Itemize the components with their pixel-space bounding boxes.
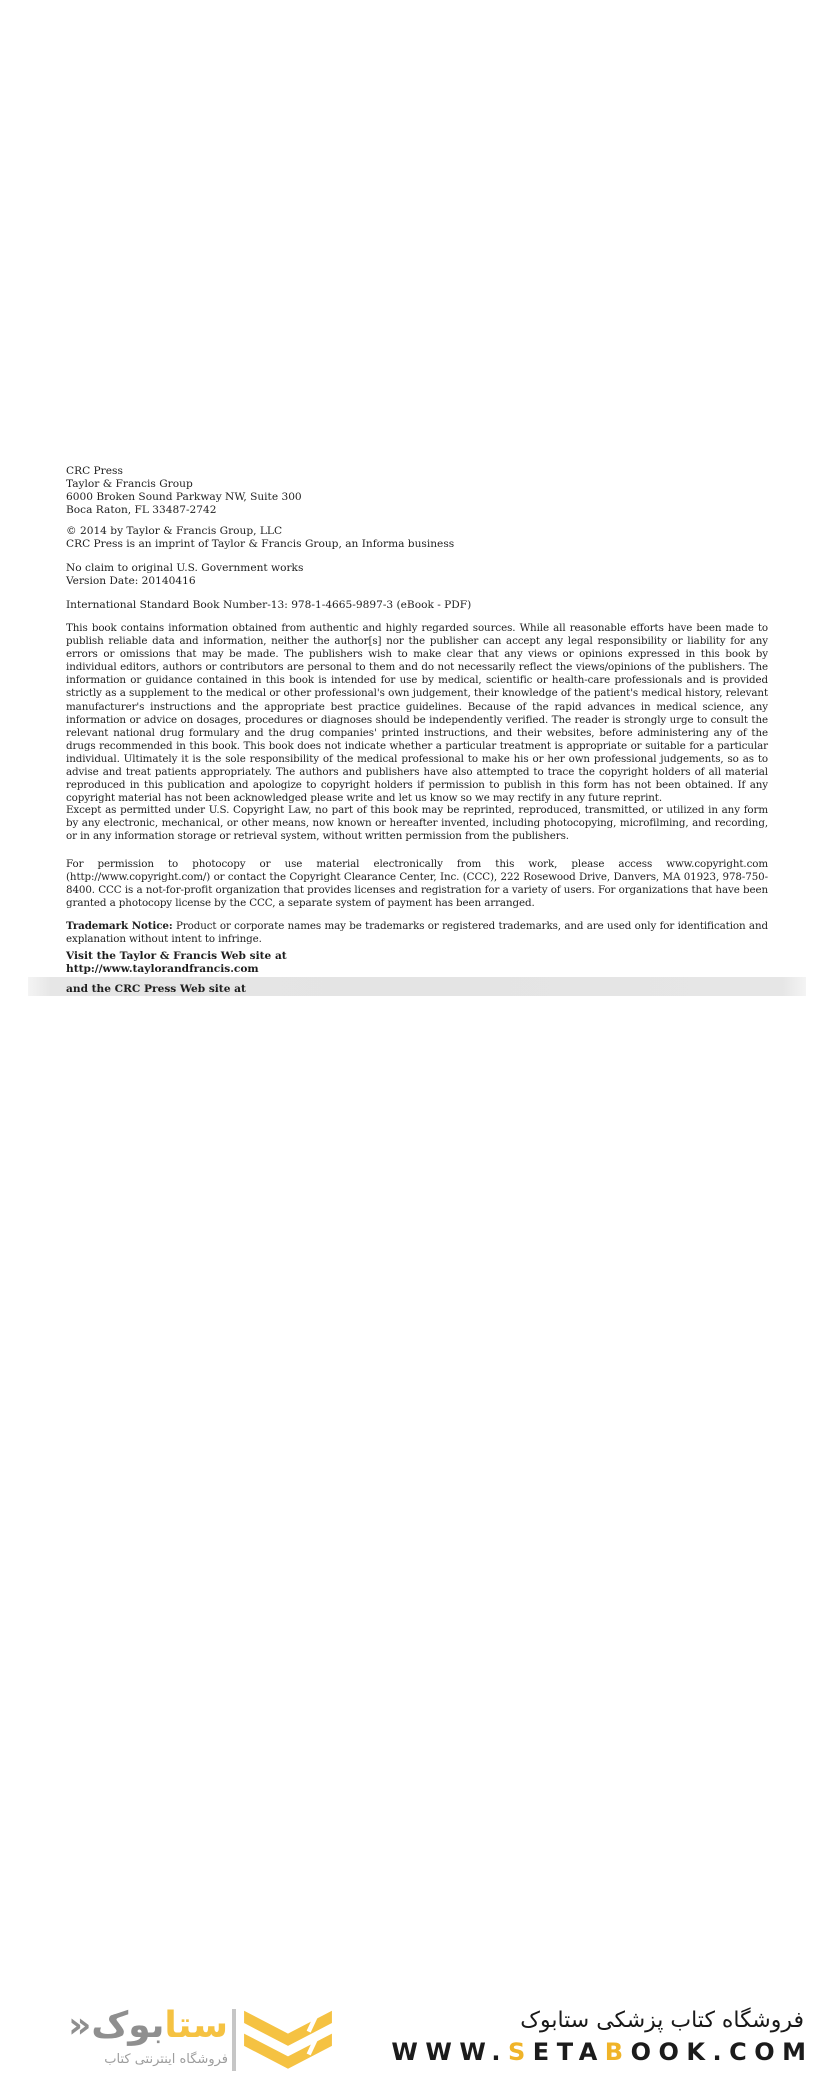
publisher-city: Boca Raton, FL 33487-2742 (66, 503, 217, 516)
visit-tf-block (66, 950, 768, 976)
publisher-name: CRC Press (66, 465, 123, 477)
no-claim-line: No claim to original U.S. Government works (66, 562, 304, 574)
visit-tf-line: Visit the Taylor & Francis Web site at (66, 950, 287, 962)
wordmark-seta: ستا (164, 2005, 228, 2046)
disclaimer-paragraph: This book contains information obtained from authentic and highly regarded sources. While all reasonable efforts have been made to publish reliable data and information, neither the author[s] nor the publisher can accept any legal responsibility or liability for any errors or omissions that may be made. The publishers wish to make clear that any views or opinions expressed in this book by individual editors, authors or contributors are personal to them and do not necessarily reflect the views/opinions of the publishers. The information or guidance contained in this book is intended for use by medical, scientific or health-care professionals and is provided strictly as a supplement to the medical or other professional's own judgement, their knowledge of the patient's medical history, relevant manufacturer's instructions and the appropriate best practice guidelines. Because of the rapid advances in medical science, any information or advice on dosages, procedures or diagnoses should be independently verified. The reader is strongly urge to consult the relevant national drug formulary and the drug companies' printed instructions, and their websites, before administering any of the drugs recommended in this book. This book does not indicate whether a particular treatment is appropriate or suitable for a particular individual. Ultimately it is the sole responsibility of the medical professional to make his or her own professional judgements, so as to advise and treat patients appropriately. The authors and publishers have also attempted to trace the copyright holders of all material reproduced in this publication and apologize to copyright holders if permission to publish in this form has not been obtained. If any copyright material has not been acknowledged please write and let us know so we may rectify in any future reprint. (66, 622, 768, 805)
website-b-yellow: B (604, 2038, 631, 2066)
page-bottom-edge (28, 977, 806, 996)
website-link[interactable] (391, 2038, 813, 2066)
visit-crc-line: and the CRC Press Web site at (66, 983, 246, 995)
website-eta: ETA (532, 2038, 605, 2066)
version-date-line: Version Date: 20140416 (66, 574, 196, 587)
setabook-logo-wordmark[interactable] (60, 2002, 228, 2050)
setabook-chevron-logo-icon[interactable] (244, 2009, 332, 2078)
publisher-group: Taylor & Francis Group (66, 477, 193, 490)
publisher-street: 6000 Broken Sound Parkway NW, Suite 300 (66, 490, 302, 503)
guillemet-flourish-icon: « (68, 2005, 92, 2046)
government-claim-block (66, 562, 768, 588)
permissions-paragraph: For permission to photocopy or use material electronically from this work, please access www.copyright.com (http://www.copyright.com/) or contact the Copyright Clearance Center, Inc. (CCC), 222 Rosewood Drive, Danvers, MA 01923, 978-750-8400. CCC is a not-for-profit organization that provides licenses and registration for a variety of users. For organizations that have been granted a photocopy license by the CCC, a separate system of payment has been arranged. (66, 858, 768, 910)
logo-tagline: فروشگاه اینترنتی کتاب (104, 2052, 228, 2067)
copyright-block (66, 525, 768, 551)
website-s-yellow: S (508, 2038, 533, 2066)
trademark-notice-paragraph (66, 920, 768, 946)
imprint-line: CRC Press is an imprint of Taylor & Francis Group, an Informa business (66, 537, 455, 550)
website-ookcom: OOK.COM (630, 2038, 814, 2066)
trademark-notice-label: Trademark Notice: (66, 920, 173, 932)
isbn-line: International Standard Book Number-13: 978-1-4665-9897-3 (eBook - PDF) (66, 599, 472, 611)
wordmark-book: بوک (91, 2005, 165, 2046)
trademark-notice-text: Product or corporate names may be trademarks or registered trademarks, and are used only for identification and explanation without intent to infringe. (66, 920, 768, 946)
logo-separator-bar (232, 2009, 236, 2071)
publisher-address-block (66, 465, 768, 517)
copyright-year-line: © 2014 by Taylor & Francis Group, LLC (66, 525, 283, 537)
tf-url: http://www.taylorandfrancis.com (66, 962, 259, 975)
copyright-law-paragraph: Except as permitted under U.S. Copyright Law, no part of this book may be reprinted, reproduced, transmitted, or utilized in any form by any electronic, mechanical, or other means, now known or hereafter invented, including photocopying, microfilming, and recording, or in any information storage or retrieval system, without written permission from the publishers. (66, 804, 768, 843)
store-title: فروشگاه کتاب پزشکی ستابوک (520, 2008, 804, 2033)
setabook-banner (0, 996, 834, 2067)
website-www: WWW. (391, 2038, 508, 2066)
